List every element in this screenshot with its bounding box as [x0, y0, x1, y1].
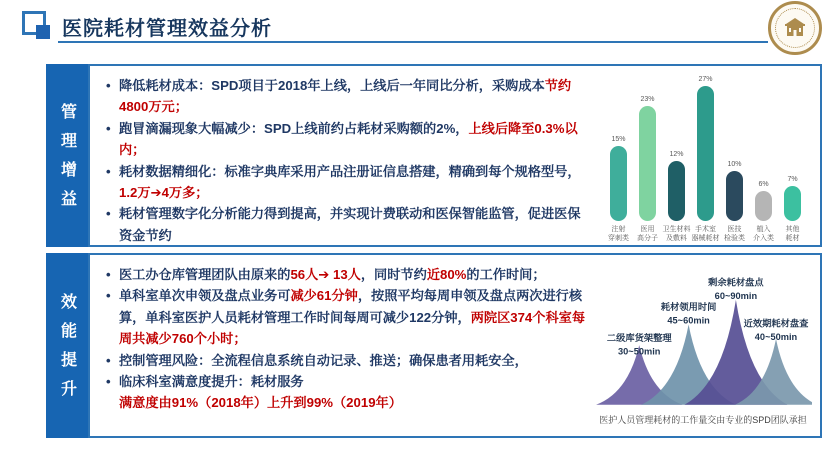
bar-column	[755, 181, 772, 221]
square-solid-icon	[36, 25, 50, 39]
bar-value-label: 15%	[611, 135, 626, 143]
hospital-seal-inner	[775, 8, 815, 48]
bullet-list-efficiency	[90, 255, 592, 436]
bullet-item: • 耗材数据精细化：标准字典库采用产品注册证信息搭建，精确到每个规格型号，1.2万➔4万多；	[104, 161, 589, 204]
section-label-management-gains: 管理增益	[46, 64, 88, 247]
peak-label: 40~50min	[754, 331, 798, 342]
bar-category-label: 医用 高分子	[637, 225, 658, 242]
bar	[755, 191, 772, 221]
bar-value-label: 6%	[758, 180, 769, 188]
bar	[610, 146, 627, 221]
bullet-item: • 医工办仓库管理团队由原来的56人➔ 13人，同时节约近80%的工作时间；	[104, 264, 586, 285]
section-body	[88, 64, 822, 247]
bar	[639, 106, 656, 221]
bar-chart-bars	[610, 73, 801, 221]
hospital-seal-logo	[768, 1, 822, 55]
bullet-item: • 控制管理风险：全流程信息系统自动记录、推送；确保患者用耗安全，	[104, 350, 586, 371]
bullet-item: • 跑冒滴漏现象大幅减少：SPD上线前约占耗材采购额的2%，上线后降至0.3%以内；	[104, 118, 589, 161]
consumable-bar-chart	[595, 66, 820, 245]
bar-value-label: 7%	[787, 175, 798, 183]
peak-label: 60~90min	[714, 290, 758, 301]
peak-label: 近效期耗材盘查	[743, 318, 809, 329]
bar	[668, 161, 685, 221]
bar-category-label: 植入 介入类	[753, 225, 774, 242]
peak-label: 30~50min	[618, 346, 661, 357]
title-square-icon	[22, 11, 56, 45]
bar-chart-categories	[610, 225, 801, 243]
bullet-item: • 耗材管理数字化分析能力得到提高，并实现计费联动和医保智能监管，促进医保资金节约	[104, 203, 589, 246]
bar-column	[697, 76, 714, 221]
bullet-item: • 单科室单次申领及盘点业务可减少61分钟，按照平均每周申领及盘点两次进行核算，单科室医护人员耗材管理工作时间每周可减少122分钟，两院区374个科室每周共减少760个小时；	[104, 285, 586, 349]
bar-category-label: 医技 检验类	[724, 225, 745, 242]
peak-label: 剩余耗材盘点	[708, 277, 764, 288]
bar-column	[784, 176, 801, 221]
bar-value-label: 10%	[727, 160, 742, 168]
bar-category-label: 卫生材料 及敷料	[662, 225, 691, 242]
bar-column	[668, 151, 685, 221]
bar	[726, 171, 743, 221]
peak-label: 二级库货架整理	[606, 332, 672, 343]
bar-value-label: 27%	[698, 75, 713, 83]
peaks-svg	[594, 273, 812, 411]
bar-column	[639, 96, 656, 221]
bar-category-label: 注射 穿刺类	[608, 225, 629, 242]
title-underline	[58, 41, 768, 43]
peak-label: 45~60min	[667, 315, 710, 326]
bar-value-label: 12%	[669, 150, 684, 158]
section-efficiency	[46, 253, 822, 438]
bar	[697, 86, 714, 221]
bar	[784, 186, 801, 221]
bar-category-label: 其他 耗材	[785, 225, 800, 242]
peak-label: 耗材领用时间	[660, 302, 717, 313]
peaks-caption: 医护人员管理耗材的工作量交由专业的SPD团队承担	[599, 415, 807, 425]
bullet-item: • 降低耗材成本：SPD项目于2018年上线，上线后一年同比分析，采购成本节约4800万元；	[104, 75, 589, 118]
page-title: 医院耗材管理效益分析	[62, 18, 272, 40]
workload-peaks-chart	[592, 255, 820, 436]
section-management-gains	[46, 64, 822, 247]
bar-value-label: 23%	[640, 95, 655, 103]
bullet-list-management	[90, 66, 595, 245]
section-body	[88, 253, 822, 438]
building-icon	[784, 18, 806, 38]
section-label-efficiency: 效能提升	[46, 253, 88, 438]
bar-category-label: 手术室 器械耗材	[691, 225, 720, 242]
bar-column	[610, 136, 627, 221]
bullet-item: • 临床科室满意度提升：耗材服务满意度由91%（2018年）上升到99%（2019年）	[104, 371, 586, 414]
bar-column	[726, 161, 743, 221]
